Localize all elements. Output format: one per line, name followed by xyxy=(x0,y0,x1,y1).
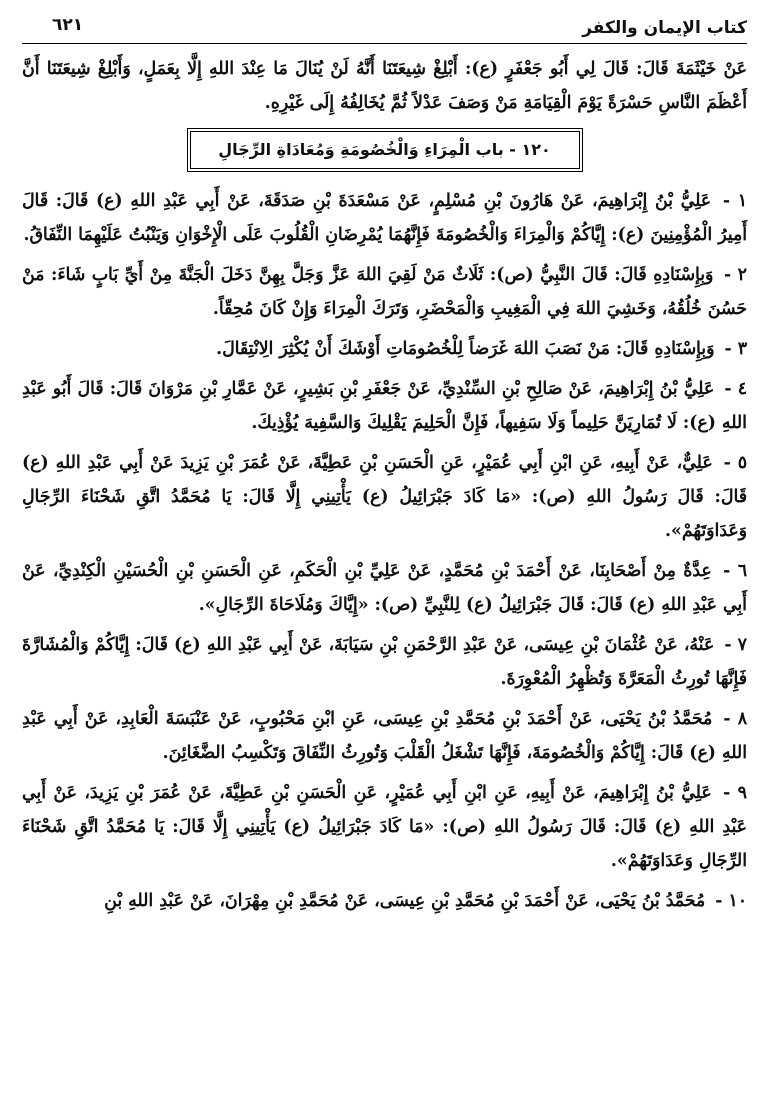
hadith-text: وَبِإِسْنَادِهِ قَالَ: مَنْ نَصَبَ اللهَ غَرَضاً لِلْخُصُومَاتِ أَوْشَكَ أَنْ يُكْثِرَ الِانْتِقَالَ. xyxy=(216,339,715,359)
hadith-number: ١٠ - xyxy=(715,891,747,911)
hadith-text: مُحَمَّدُ بْنُ يَحْيَى، عَنْ أَحْمَدَ بْنِ مُحَمَّدِ بْنِ عِيسَى، عَنِ ابْنِ مَحْبُوبٍ، عَنْ عَنْبَسَةَ الْعَابِدِ، عَنْ أَبِي عَبْدِ اللهِ (ع) قَالَ: إِيَّاكُمْ وَالْخُصُومَةَ، فَإِنَّهَا تَشْغَلُ الْقَلْبَ وَتُورِثُ النِّفَاقَ وَتَكْسِبُ الضَّغَائِنَ. xyxy=(22,709,747,763)
hadith-paragraph xyxy=(22,776,747,878)
chapter-heading-box xyxy=(187,128,583,172)
hadith-number: ٥ - xyxy=(723,453,747,473)
hadith-text: مُحَمَّدُ بْنُ يَحْيَى، عَنْ أَحْمَدَ بْنِ مُحَمَّدِ بْنِ عِيسَى، عَنْ مُحَمَّدِ بْنِ مِهْرَانَ، عَنْ عَبْدِ اللهِ بْنِ xyxy=(104,891,706,911)
chapter-title: ١٢٠ - باب الْمِرَاءِ وَالْخُصُومَةِ وَمُعَادَاةِ الرِّجَالِ xyxy=(190,131,580,169)
hadith-paragraph xyxy=(22,446,747,548)
hadith-text: عَلِيُّ بْنُ إِبْرَاهِيمَ، عَنْ أَبِيهِ، عَنِ ابْنِ أَبِي عُمَيْرٍ، عَنِ الْحَسَنِ بْنِ عَطِيَّةَ، عَنْ عُمَرَ بْنِ يَزِيدَ، عَنْ أَبِي عَبْدِ اللهِ (ع) قَالَ: قَالَ رَسُولُ اللهِ (ص): «مَا كَادَ جَبْرَائِيلُ (ع) يَأْتِينِي إِلَّا قَالَ: يَا مُحَمَّدُ اتَّقِ شَحْنَاءَ الرِّجَالِ وَعَدَاوَتَهُمْ». xyxy=(22,783,747,871)
hadith-text: عَلِيُّ بْنُ إِبْرَاهِيمَ، عَنْ صَالِحِ بْنِ السِّنْدِيِّ، عَنْ جَعْفَرِ بْنِ بَشِيرٍ، عَنْ عَمَّارِ بْنِ مَرْوَانَ قَالَ: قَالَ أَبُو عَبْدِ اللهِ (ع): لَا تُمَارِيَنَّ حَلِيماً وَلَا سَفِيهاً، فَإِنَّ الْحَلِيمَ يَقْلِيكَ وَالسَّفِيهَ يُؤْذِيكَ. xyxy=(22,379,747,433)
book-title: كتاب الإيمان والكفر xyxy=(582,18,747,38)
hadith-paragraph xyxy=(22,372,747,440)
hadith-number: ٨ - xyxy=(723,709,747,729)
hadith-paragraph xyxy=(22,554,747,622)
hadith-number: ٧ - xyxy=(724,635,747,655)
hadith-paragraph xyxy=(22,628,747,696)
running-header xyxy=(22,10,747,44)
hadith-number: ٢ - xyxy=(723,265,747,285)
hadith-paragraph xyxy=(22,184,747,252)
hadith-paragraph xyxy=(22,884,747,918)
hadith-text: وَبِإِسْنَادِهِ قَالَ: قَالَ النَّبِيُّ (ص): ثَلَاثٌ مَنْ لَقِيَ اللهَ عَزَّ وَجَلَّ بِهِنَّ دَخَلَ الْجَنَّةَ مِنْ أَيِّ بَابٍ شَاءَ: مَنْ حَسُنَ خُلُقُهُ، وَخَشِيَ اللهَ فِي الْمَغِيبِ وَالْمَحْضَرِ، وَتَرَكَ الْمِرَاءَ وَإِنْ كَانَ مُحِقّاً. xyxy=(22,265,747,319)
intro-paragraph: عَنْ خَيْثَمَةَ قَالَ: قَالَ لِي أَبُو جَعْفَرٍ (ع): أَبْلِغْ شِيعَتَنَا أَنَّهُ لَنْ يُنَالَ مَا عِنْدَ اللهِ إِلَّا بِعَمَلٍ، وَأَبْلِغْ شِيعَتَنَا أَنَّ أَعْظَمَ النَّاسِ حَسْرَةً يَوْمَ الْقِيَامَةِ مَنْ وَصَفَ عَدْلاً ثُمَّ يُخَالِفُهُ إِلَى غَيْرِهِ. xyxy=(22,59,747,113)
hadith-number: ١ - xyxy=(722,191,747,211)
hadith-text: عَنْهُ، عَنْ عُثْمَانَ بْنِ عِيسَى، عَنْ عَبْدِ الرَّحْمَنِ بْنِ سَيَابَةَ، عَنْ أَبِي عَبْدِ اللهِ (ع) قَالَ: إِيَّاكُمْ وَالْمُشَارَّةَ فَإِنَّهَا تُورِثُ الْمَعَرَّةَ وَتُظْهِرُ الْمُعْوِرَةَ. xyxy=(22,635,747,689)
page-number: ٦٢١ xyxy=(52,15,84,35)
hadith-paragraph xyxy=(22,702,747,770)
hadith-number: ٦ - xyxy=(723,561,747,581)
hadith-paragraph xyxy=(22,258,747,326)
hadith-text: عَلِيٌّ، عَنْ أَبِيهِ، عَنِ ابْنِ أَبِي عُمَيْرٍ، عَنِ الْحَسَنِ بْنِ عَطِيَّةَ، عَنْ عُمَرَ بْنِ يَزِيدَ عَنْ أَبِي عَبْدِ اللهِ (ع) قَالَ: قَالَ رَسُولُ اللهِ (ص): «مَا كَادَ جَبْرَائِيلُ (ع) يَأْتِينِي إِلَّا قَالَ: يَا مُحَمَّدُ اتَّقِ شَحْنَاءَ الرِّجَالِ وَعَدَاوَتَهُمْ». xyxy=(22,453,747,541)
hadith-number: ٩ - xyxy=(723,783,747,803)
header-rule xyxy=(22,43,747,44)
hadith-text: عِدَّةٌ مِنْ أَصْحَابِنَا، عَنْ أَحْمَدَ بْنِ مُحَمَّدٍ، عَنْ عَلِيِّ بْنِ الْحَكَمِ، عَنِ الْحَسَنِ بْنِ الْحُسَيْنِ الْكِنْدِيِّ، عَنْ أَبِي عَبْدِ اللهِ (ع) قَالَ: قَالَ جَبْرَائِيلُ (ع) لِلنَّبِيِّ (ص): «إِيَّاكَ وَمُلَاحَاةَ الرِّجَالِ». xyxy=(22,561,747,615)
hadith-paragraph xyxy=(22,332,747,366)
hadith-number: ٤ - xyxy=(724,379,747,399)
book-page xyxy=(22,10,747,1116)
hadith-number: ٣ - xyxy=(724,339,747,359)
hadith-text: عَلِيُّ بْنُ إِبْرَاهِيمَ، عَنْ هَارُونَ بْنِ مُسْلِمٍ، عَنْ مَسْعَدَةَ بْنِ صَدَقَةَ، عَنْ أَبِي عَبْدِ اللهِ (ع) قَالَ: قَالَ أَمِيرُ الْمُؤْمِنِينَ (ع): إِيَّاكُمْ وَالْمِرَاءَ وَالْخُصُومَةَ فَإِنَّهُمَا يُمْرِضَانِ الْقُلُوبَ عَلَى الْإِخْوَانِ وَيَنْبُتُ عَلَيْهِمَا النِّفَاقُ. xyxy=(22,191,747,245)
